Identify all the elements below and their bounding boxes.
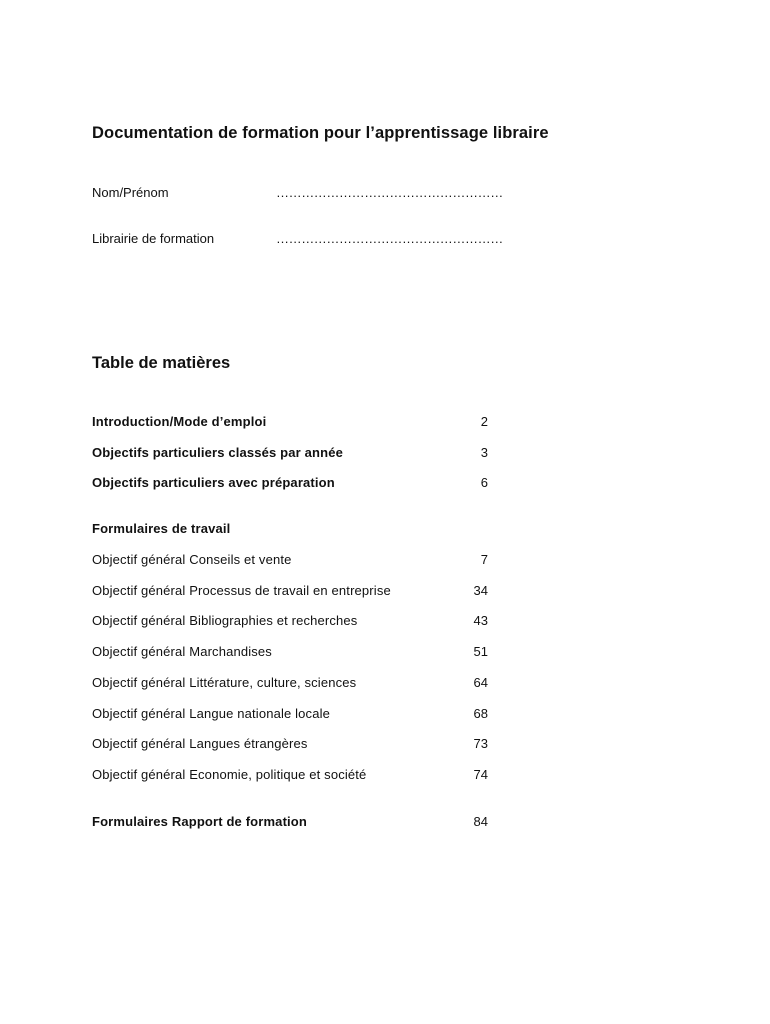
toc-entry-page: 7: [480, 552, 488, 567]
toc-entry-page: 68: [473, 706, 488, 721]
toc-entry-page: 73: [473, 736, 488, 751]
toc-entry-page: 74: [473, 767, 488, 782]
toc-entry-page: 43: [473, 613, 488, 628]
bookstore-field-label: Librairie de formation: [92, 231, 215, 246]
bookstore-field-blank: ………………………………………………: [276, 231, 503, 246]
name-field-blank: ………………………………………………: [276, 185, 503, 200]
toc-section-heading: Formulaires de travail: [92, 521, 231, 536]
toc-entry-page: 51: [473, 644, 488, 659]
toc-entry-label: Objectifs particuliers avec préparation: [92, 475, 335, 490]
document-title: Documentation de formation pour l’apprentissage libraire: [92, 124, 549, 142]
toc-entry-page: 64: [473, 675, 488, 690]
toc-entry-label: Formulaires Rapport de formation: [92, 814, 307, 829]
toc-entry-page: 84: [473, 814, 488, 829]
toc-entry-label: Objectif général Marchandises: [92, 644, 272, 659]
toc-entry-label: Objectif général Langues étrangères: [92, 736, 308, 751]
toc-entry-label: Objectif général Conseils et vente: [92, 552, 292, 567]
toc-entry-label: Objectif général Processus de travail en entreprise: [92, 583, 391, 598]
toc-entry-page: 3: [480, 445, 488, 460]
toc-entry-label: Objectif général Bibliographies et recherches: [92, 613, 358, 628]
toc-entry-page: 2: [480, 414, 488, 429]
toc-entry-label: Introduction/Mode d’emploi: [92, 414, 267, 429]
toc-entry-page: 34: [473, 583, 488, 598]
toc-entry-label: Objectif général Littérature, culture, sciences: [92, 675, 357, 690]
toc-entry-page: 6: [480, 475, 488, 490]
toc-title: Table de matières: [92, 354, 231, 372]
toc-entry-label: Objectif général Economie, politique et société: [92, 767, 367, 782]
name-field-label: Nom/Prénom: [92, 185, 169, 200]
toc-entry-label: Objectif général Langue nationale locale: [92, 706, 331, 721]
toc-entry-label: Objectifs particuliers classés par année: [92, 445, 343, 460]
